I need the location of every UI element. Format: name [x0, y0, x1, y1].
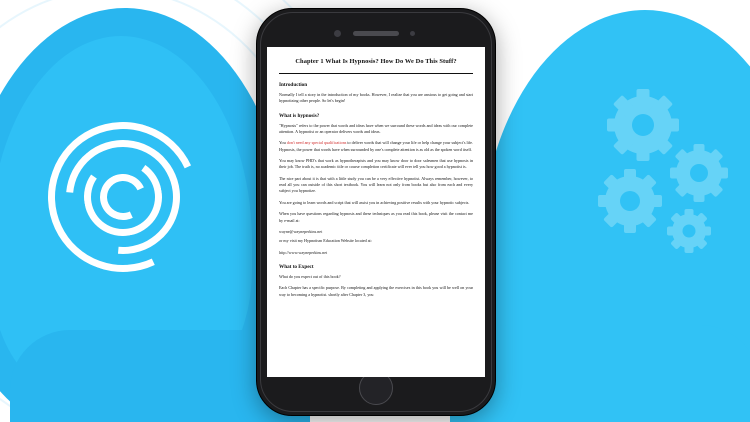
paragraph-with-highlight	[279, 140, 473, 153]
section-heading-what-is-hypnosis: What is hypnosis?	[279, 112, 320, 119]
phone-screen[interactable]	[267, 47, 485, 377]
paragraph: Each Chapter has a specific purpose. By completing and applying the exercises in this book you will be well on your way to becoming a hypnotist. shortly after Chapter 3, you	[279, 285, 473, 297]
contact-email[interactable]: wayne@wayneperkins.net	[279, 228, 323, 234]
paragraph: "Hypnosis" refers to the power that words and ideas have when we surround these words and ideas with our complete attention. A hypnotist or an operator delivers words and ideas.	[279, 122, 473, 135]
paragraph-text-prefix: You	[279, 140, 287, 146]
document-body	[267, 47, 485, 313]
paragraph: Normally I tell a story in the introduction of my books. However, I realize that you are anxious to get going and start hypnotizing other people. So let's begin!	[279, 91, 473, 104]
gear-tiny-icon	[672, 214, 706, 248]
front-camera-icon	[334, 30, 341, 37]
document-title: Chapter 1 What Is Hypnosis? How Do We Do This Stuff?	[295, 58, 457, 65]
website-url[interactable]: http://www.wayneperkins.net	[279, 249, 328, 255]
gear-small-icon	[676, 150, 722, 196]
paragraph: or my visit my Hypnotism Education Website located at:	[279, 238, 372, 244]
highlight-text: don't need any special qualifications	[286, 140, 347, 146]
section-heading-what-to-expect: What to Expect	[279, 263, 314, 270]
phone-device	[256, 8, 496, 416]
title-divider	[279, 73, 473, 74]
paragraph: You may know PHD's that work as hypnotherapists and you may know door to door salesmen that use hypnosis in their job. The truth is, no academic title or course completion certificate will ever tell you how good a hypnotist is.	[279, 158, 473, 170]
spiral-icon	[48, 122, 198, 272]
paragraph: You are going to learn words and script that will assist you in achieving positive results with your hypnotic subjects.	[279, 199, 470, 205]
speaker-grille-icon	[353, 31, 399, 36]
paragraph: What do you expect out of this book?	[279, 273, 341, 279]
paragraph: When you have questions regarding hypnosis and these techniques as you read this book, please visit the contact me by e-mail at:	[279, 211, 473, 223]
proximity-sensor-icon	[410, 31, 415, 36]
gears-icon	[614, 96, 672, 154]
section-heading-introduction: Introduction	[279, 81, 308, 88]
paragraph-text-suffix: to deliver words that will change your life or help change your subject's life. Hypnosis, the power that words have when surrounded by one's complete attention is as old as the spoken word itself.	[279, 140, 473, 152]
gear-medium-icon	[605, 176, 655, 226]
paragraph: The nice part about it is that with a little study you can be a very effective hypnotist. Always remember, however, to read all you can outside of this short textbook. You will learn not only from books but also from each and every subject you hypnotize.	[279, 175, 473, 194]
